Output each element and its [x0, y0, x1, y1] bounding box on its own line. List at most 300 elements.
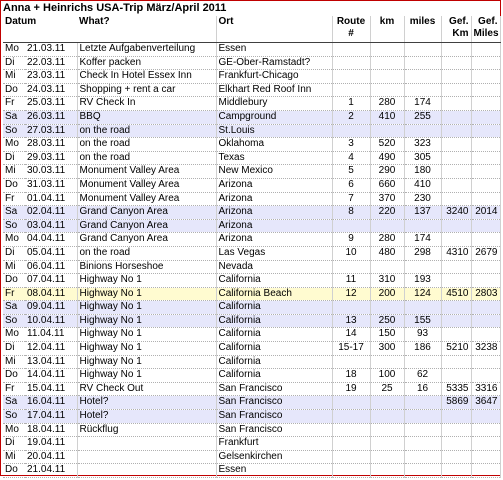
route-cell	[332, 396, 370, 410]
route-cell: 14	[332, 328, 370, 342]
date-cell: 15.04.11	[25, 382, 77, 396]
gef-km-cell	[441, 192, 471, 206]
date-cell: 25.03.11	[25, 97, 77, 111]
route-cell: 6	[332, 178, 370, 192]
date-cell: 03.04.11	[25, 219, 77, 233]
km-cell: 300	[370, 342, 404, 356]
ort-cell: California	[216, 301, 332, 315]
route-cell: 9	[332, 233, 370, 247]
what-cell: Highway No 1	[77, 287, 216, 301]
ort-cell: Essen	[216, 43, 332, 57]
what-cell: Grand Canyon Area	[77, 233, 216, 247]
ort-cell: New Mexico	[216, 165, 332, 179]
what-cell: Hotel?	[77, 396, 216, 410]
miles-cell: 93	[404, 328, 441, 342]
gef-miles-cell	[471, 301, 500, 315]
table-row	[3, 110, 500, 124]
miles-cell: 174	[404, 233, 441, 247]
route-cell: 2	[332, 110, 370, 124]
ort-cell: GE-Ober-Ramstadt?	[216, 56, 332, 70]
what-cell: Highway No 1	[77, 342, 216, 356]
gef-miles-cell: 3316	[471, 382, 500, 396]
what-cell: Highway No 1	[77, 328, 216, 342]
km-cell	[370, 396, 404, 410]
km-cell: 370	[370, 192, 404, 206]
route-cell	[332, 43, 370, 57]
km-cell	[370, 450, 404, 464]
date-cell: 13.04.11	[25, 355, 77, 369]
table-row	[3, 464, 500, 478]
what-cell: on the road	[77, 151, 216, 165]
gef-miles-cell	[471, 138, 500, 152]
trip-table	[3, 16, 501, 478]
gef-km-cell	[441, 97, 471, 111]
ort-cell: Arizona	[216, 192, 332, 206]
table-row	[3, 450, 500, 464]
route-cell	[332, 260, 370, 274]
km-cell: 480	[370, 246, 404, 260]
weekday-cell: So	[3, 314, 25, 328]
what-cell: Highway No 1	[77, 355, 216, 369]
gef-miles-cell: 2014	[471, 206, 500, 220]
what-cell: Highway No 1	[77, 314, 216, 328]
header-row	[3, 16, 500, 43]
km-cell: 200	[370, 287, 404, 301]
ort-cell: California	[216, 274, 332, 288]
ort-cell: Arizona	[216, 206, 332, 220]
gef-km-cell	[441, 151, 471, 165]
table-row	[3, 56, 500, 70]
what-cell: Rückflug	[77, 423, 216, 437]
miles-cell	[404, 355, 441, 369]
date-cell: 12.04.11	[25, 342, 77, 356]
gef-km-cell	[441, 450, 471, 464]
table-row	[3, 233, 500, 247]
gef-km-cell	[441, 301, 471, 315]
gef-miles-cell	[471, 83, 500, 97]
weekday-cell: Fr	[3, 97, 25, 111]
miles-cell: 298	[404, 246, 441, 260]
km-cell	[370, 355, 404, 369]
weekday-cell: Mi	[3, 355, 25, 369]
gef-km-cell	[441, 464, 471, 478]
weekday-cell: Fr	[3, 192, 25, 206]
weekday-cell: Mi	[3, 165, 25, 179]
date-cell: 21.03.11	[25, 43, 77, 57]
header-datum: Datum	[3, 16, 77, 43]
km-cell: 220	[370, 206, 404, 220]
km-cell	[370, 124, 404, 138]
route-cell	[332, 423, 370, 437]
gef-miles-cell	[471, 192, 500, 206]
route-cell: 11	[332, 274, 370, 288]
miles-cell	[404, 83, 441, 97]
table-row	[3, 138, 500, 152]
gef-miles-cell	[471, 56, 500, 70]
table-row	[3, 97, 500, 111]
what-cell	[77, 464, 216, 478]
route-cell	[332, 83, 370, 97]
miles-cell	[404, 410, 441, 424]
route-cell: 15-17	[332, 342, 370, 356]
table-row	[3, 369, 500, 383]
km-cell: 250	[370, 314, 404, 328]
gef-km-cell	[441, 260, 471, 274]
gef-miles-cell	[471, 314, 500, 328]
gef-miles-cell	[471, 328, 500, 342]
gef-miles-cell: 3238	[471, 342, 500, 356]
what-cell: Hotel?	[77, 410, 216, 424]
km-cell: 310	[370, 274, 404, 288]
ort-cell: California	[216, 328, 332, 342]
gef-miles-cell	[471, 274, 500, 288]
date-cell: 02.04.11	[25, 206, 77, 220]
miles-cell: 180	[404, 165, 441, 179]
ort-cell: Frankfurt-Chicago	[216, 70, 332, 84]
table-row	[3, 423, 500, 437]
table-row	[3, 437, 500, 451]
km-cell: 660	[370, 178, 404, 192]
weekday-cell: Di	[3, 56, 25, 70]
what-cell: Grand Canyon Area	[77, 206, 216, 220]
date-cell: 31.03.11	[25, 178, 77, 192]
gef-km-cell	[441, 219, 471, 233]
route-cell	[332, 70, 370, 84]
gef-miles-cell	[471, 260, 500, 274]
gef-km-cell	[441, 233, 471, 247]
gef-km-cell: 4510	[441, 287, 471, 301]
weekday-cell: Mo	[3, 233, 25, 247]
what-cell: Monument Valley Area	[77, 178, 216, 192]
gef-miles-cell: 3647	[471, 396, 500, 410]
gef-km-cell	[441, 83, 471, 97]
gef-miles-cell	[471, 110, 500, 124]
route-cell: 1	[332, 97, 370, 111]
what-cell: BBQ	[77, 110, 216, 124]
gef-km-cell	[441, 70, 471, 84]
gef-km-cell: 5335	[441, 382, 471, 396]
table-row	[3, 178, 500, 192]
table-row	[3, 382, 500, 396]
ort-cell: Elkhart Red Roof Inn	[216, 83, 332, 97]
miles-cell: 255	[404, 110, 441, 124]
what-cell: Shopping + rent a car	[77, 83, 216, 97]
date-cell: 21.04.11	[25, 464, 77, 478]
km-cell	[370, 437, 404, 451]
table-row	[3, 165, 500, 179]
weekday-cell: Mo	[3, 328, 25, 342]
miles-cell: 174	[404, 97, 441, 111]
gef-miles-cell	[471, 410, 500, 424]
gef-miles-cell: 2803	[471, 287, 500, 301]
what-cell: Monument Valley Area	[77, 165, 216, 179]
header-what: What?	[77, 16, 216, 43]
weekday-cell: Sa	[3, 110, 25, 124]
ort-cell: Arizona	[216, 178, 332, 192]
ort-cell: San Francisco	[216, 423, 332, 437]
gef-km-cell: 5210	[441, 342, 471, 356]
table-row	[3, 287, 500, 301]
table-row	[3, 355, 500, 369]
route-cell: 12	[332, 287, 370, 301]
date-cell: 19.04.11	[25, 437, 77, 451]
weekday-cell: Di	[3, 246, 25, 260]
km-cell: 290	[370, 165, 404, 179]
route-cell	[332, 464, 370, 478]
gef-km-cell	[441, 178, 471, 192]
table-row	[3, 328, 500, 342]
miles-cell: 323	[404, 138, 441, 152]
miles-cell	[404, 56, 441, 70]
gef-miles-cell	[471, 423, 500, 437]
ort-cell: San Francisco	[216, 410, 332, 424]
miles-cell	[404, 260, 441, 274]
route-cell: 5	[332, 165, 370, 179]
km-cell	[370, 423, 404, 437]
weekday-cell: Sa	[3, 206, 25, 220]
km-cell	[370, 219, 404, 233]
date-cell: 04.04.11	[25, 233, 77, 247]
date-cell: 09.04.11	[25, 301, 77, 315]
km-cell: 410	[370, 110, 404, 124]
weekday-cell: Do	[3, 369, 25, 383]
route-cell	[332, 410, 370, 424]
gef-km-cell	[441, 423, 471, 437]
gef-miles-cell	[471, 355, 500, 369]
weekday-cell: Fr	[3, 287, 25, 301]
table-row	[3, 83, 500, 97]
gef-miles-cell	[471, 178, 500, 192]
gef-km-cell: 3240	[441, 206, 471, 220]
route-cell: 10	[332, 246, 370, 260]
route-cell: 18	[332, 369, 370, 383]
route-cell	[332, 450, 370, 464]
what-cell: Highway No 1	[77, 274, 216, 288]
miles-cell	[404, 70, 441, 84]
miles-cell	[404, 450, 441, 464]
header-miles: miles	[404, 16, 441, 43]
km-cell: 490	[370, 151, 404, 165]
date-cell: 05.04.11	[25, 246, 77, 260]
what-cell: Koffer packen	[77, 56, 216, 70]
gef-km-cell	[441, 410, 471, 424]
gef-km-cell: 5869	[441, 396, 471, 410]
date-cell: 10.04.11	[25, 314, 77, 328]
km-cell	[370, 410, 404, 424]
gef-miles-cell	[471, 124, 500, 138]
miles-cell	[404, 423, 441, 437]
date-cell: 27.03.11	[25, 124, 77, 138]
date-cell: 30.03.11	[25, 165, 77, 179]
table-row	[3, 151, 500, 165]
miles-cell: 230	[404, 192, 441, 206]
date-cell: 06.04.11	[25, 260, 77, 274]
km-cell	[370, 83, 404, 97]
km-cell: 100	[370, 369, 404, 383]
weekday-cell: So	[3, 219, 25, 233]
miles-cell: 62	[404, 369, 441, 383]
gef-km-cell	[441, 274, 471, 288]
weekday-cell: Di	[3, 151, 25, 165]
km-cell: 280	[370, 233, 404, 247]
weekday-cell: Fr	[3, 382, 25, 396]
what-cell: Highway No 1	[77, 301, 216, 315]
km-cell	[370, 464, 404, 478]
route-cell: 7	[332, 192, 370, 206]
gef-km-cell	[441, 437, 471, 451]
miles-cell: 305	[404, 151, 441, 165]
header-route: Route #	[332, 16, 370, 43]
gef-km-cell	[441, 355, 471, 369]
table-row	[3, 260, 500, 274]
what-cell: on the road	[77, 138, 216, 152]
ort-cell: Essen	[216, 464, 332, 478]
date-cell: 17.04.11	[25, 410, 77, 424]
date-cell: 11.04.11	[25, 328, 77, 342]
km-cell	[370, 301, 404, 315]
ort-cell: California	[216, 314, 332, 328]
miles-cell: 186	[404, 342, 441, 356]
date-cell: 24.03.11	[25, 83, 77, 97]
date-cell: 18.04.11	[25, 423, 77, 437]
table-row	[3, 342, 500, 356]
route-cell	[332, 301, 370, 315]
table-row	[3, 43, 500, 57]
gef-miles-cell	[471, 151, 500, 165]
ort-cell: Arizona	[216, 219, 332, 233]
ort-cell: Frankfurt	[216, 437, 332, 451]
km-cell: 150	[370, 328, 404, 342]
ort-cell: California	[216, 342, 332, 356]
what-cell	[77, 437, 216, 451]
km-cell: 25	[370, 382, 404, 396]
table-row	[3, 410, 500, 424]
gef-km-cell	[441, 369, 471, 383]
weekday-cell: Mi	[3, 450, 25, 464]
ort-cell: Nevada	[216, 260, 332, 274]
weekday-cell: Sa	[3, 396, 25, 410]
table-row	[3, 396, 500, 410]
weekday-cell: Mo	[3, 138, 25, 152]
miles-cell	[404, 437, 441, 451]
table-row	[3, 70, 500, 84]
miles-cell: 124	[404, 287, 441, 301]
route-cell: 13	[332, 314, 370, 328]
table-row	[3, 192, 500, 206]
date-cell: 01.04.11	[25, 192, 77, 206]
weekday-cell: Sa	[3, 301, 25, 315]
table-row	[3, 219, 500, 233]
weekday-cell: So	[3, 410, 25, 424]
gef-miles-cell	[471, 70, 500, 84]
what-cell: Grand Canyon Area	[77, 219, 216, 233]
miles-cell	[404, 464, 441, 478]
gef-km-cell	[441, 165, 471, 179]
miles-cell	[404, 124, 441, 138]
what-cell: RV Check Out	[77, 382, 216, 396]
weekday-cell: Mi	[3, 70, 25, 84]
km-cell: 280	[370, 97, 404, 111]
weekday-cell: Do	[3, 464, 25, 478]
route-cell: 4	[332, 151, 370, 165]
gef-miles-cell	[471, 43, 500, 57]
gef-km-cell	[441, 314, 471, 328]
gef-km-cell	[441, 328, 471, 342]
weekday-cell: Di	[3, 342, 25, 356]
route-cell	[332, 56, 370, 70]
ort-cell: St.Louis	[216, 124, 332, 138]
weekday-cell: Do	[3, 274, 25, 288]
ort-cell: Arizona	[216, 233, 332, 247]
miles-cell	[404, 43, 441, 57]
ort-cell: California	[216, 369, 332, 383]
what-cell: Check In Hotel Essex Inn	[77, 70, 216, 84]
km-cell	[370, 56, 404, 70]
weekday-cell: Mo	[3, 423, 25, 437]
gef-km-cell: 4310	[441, 246, 471, 260]
gef-km-cell	[441, 43, 471, 57]
weekday-cell: Di	[3, 437, 25, 451]
ort-cell: Oklahoma	[216, 138, 332, 152]
route-cell: 3	[332, 138, 370, 152]
miles-cell: 410	[404, 178, 441, 192]
date-cell: 28.03.11	[25, 138, 77, 152]
weekday-cell: Mi	[3, 260, 25, 274]
ort-cell: Texas	[216, 151, 332, 165]
miles-cell	[404, 396, 441, 410]
km-cell	[370, 70, 404, 84]
ort-cell: Middlebury	[216, 97, 332, 111]
date-cell: 07.04.11	[25, 274, 77, 288]
what-cell: on the road	[77, 246, 216, 260]
what-cell: on the road	[77, 124, 216, 138]
table-row	[3, 301, 500, 315]
header-gef-miles: Gef. Miles	[471, 16, 500, 43]
miles-cell: 16	[404, 382, 441, 396]
date-cell: 29.03.11	[25, 151, 77, 165]
route-cell	[332, 219, 370, 233]
what-cell: Highway No 1	[77, 369, 216, 383]
table-body	[3, 43, 500, 478]
table-row	[3, 314, 500, 328]
miles-cell	[404, 219, 441, 233]
route-cell	[332, 355, 370, 369]
ort-cell: Campground	[216, 110, 332, 124]
gef-km-cell	[441, 110, 471, 124]
sheet-title: Anna + Heinrichs USA-Trip März/April 2011	[3, 2, 227, 14]
gef-miles-cell	[471, 369, 500, 383]
gef-miles-cell	[471, 97, 500, 111]
miles-cell: 137	[404, 206, 441, 220]
route-cell	[332, 437, 370, 451]
date-cell: 26.03.11	[25, 110, 77, 124]
what-cell: Monument Valley Area	[77, 192, 216, 206]
what-cell: Binions Horseshoe	[77, 260, 216, 274]
weekday-cell: Do	[3, 178, 25, 192]
ort-cell: San Francisco	[216, 396, 332, 410]
what-cell: Letzte Aufgabenverteilung	[77, 43, 216, 57]
gef-miles-cell	[471, 450, 500, 464]
miles-cell	[404, 301, 441, 315]
gef-miles-cell	[471, 165, 500, 179]
table-row	[3, 274, 500, 288]
miles-cell: 193	[404, 274, 441, 288]
gef-km-cell	[441, 124, 471, 138]
gef-miles-cell	[471, 233, 500, 247]
date-cell: 20.04.11	[25, 450, 77, 464]
route-cell: 19	[332, 382, 370, 396]
km-cell	[370, 43, 404, 57]
